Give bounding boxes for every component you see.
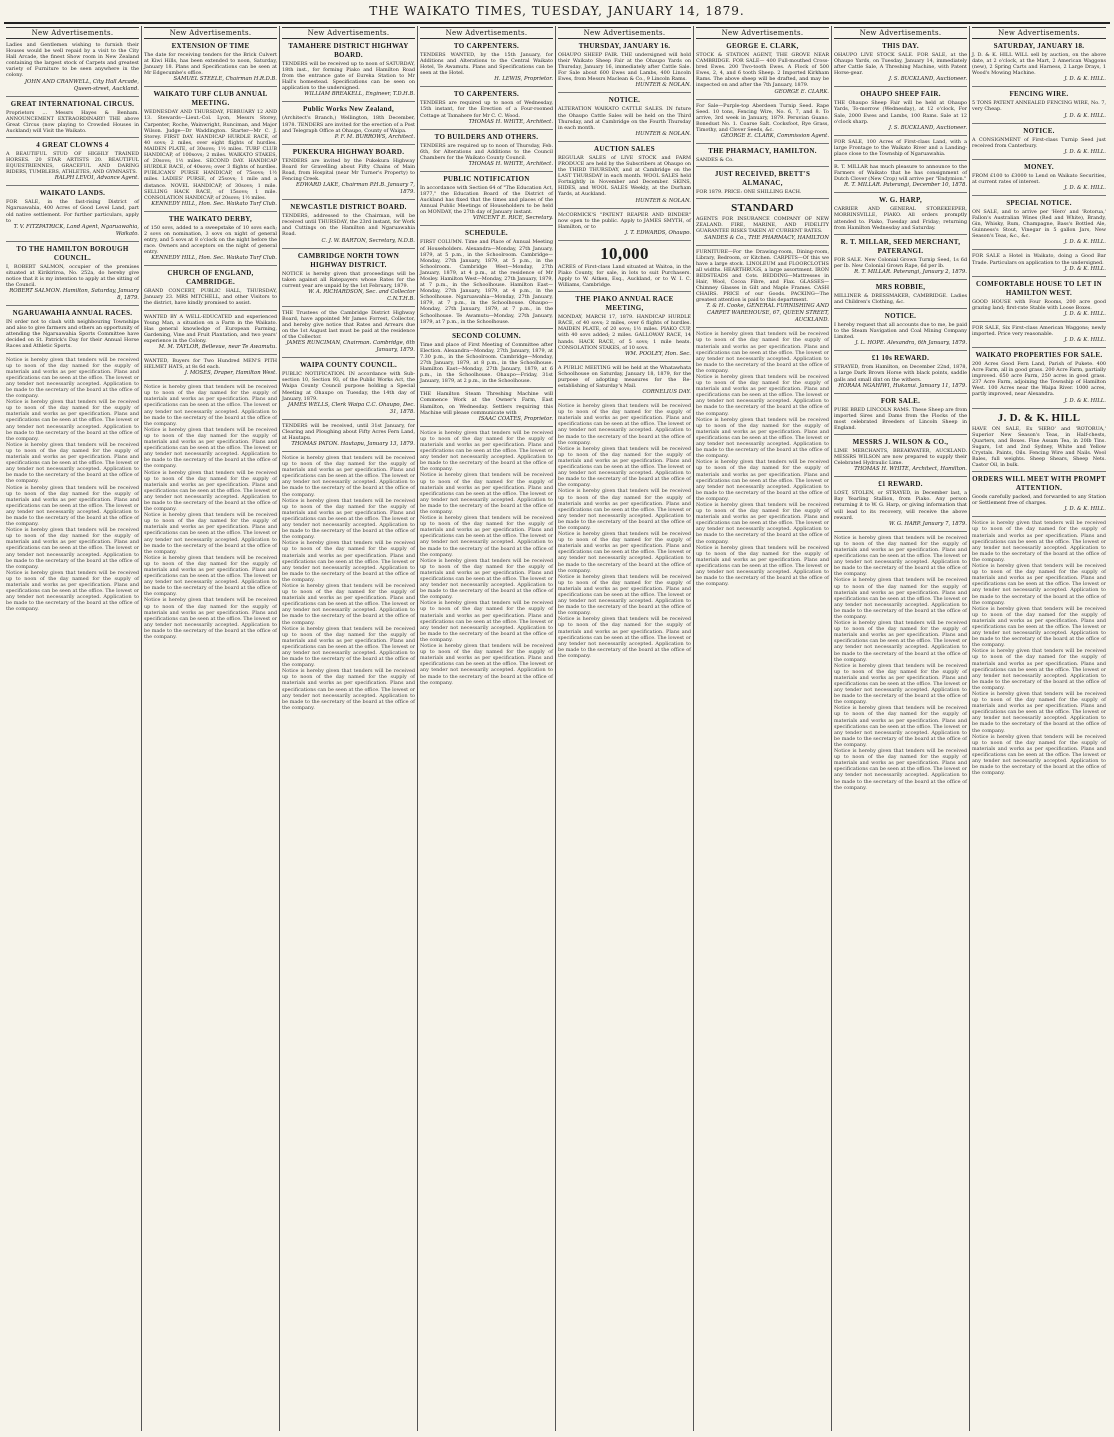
filler-text: Notice is hereby given that tenders will be received up to noon of the day named for the supply of materials and works as per specification. Plans and specifications can be seen at the office. The lowest or any tender not necessarily accepted. Application to be made to the secretary of the board at the office of the company. — [420, 557, 553, 601]
column-header: New Advertisements. — [558, 27, 691, 39]
column-header: New Advertisements. — [282, 27, 415, 39]
ad-body: TENDERS are invited by the Pukekura Highway Board for Gravelling about Fifty Chains of Main Road, from Hospital (near Mr Turner's Property) to Fencing Creek. — [282, 157, 415, 183]
ad-body: LOST, STOLEN, or STRAYED, in December last, a Bay Yearling Stallion, from Piako. Any person returning it to W. G. Harp, or giving information that will lead to its recovery, will receive the above reward. — [834, 490, 967, 521]
filler-text: Notice is hereby given that tenders will be received up to noon of the day named for the supply of materials and works as per specification. Plans and specifications can be seen at the office. The lowest or any tender not necessarily accepted. Application to be made to the secretary of the board at the office of the company. — [420, 643, 553, 686]
ad-body: TENDERS will be received, until 31st January, for Clearing and Ploughing about Fifty Acres Fern Land, at Hautapu. — [282, 422, 415, 441]
ad-body: FOR SALE, Six First-class American Waggons; newly imported. Price very reasonable. — [972, 324, 1106, 337]
advertisement — [282, 252, 415, 307]
ad-title: NOTICE. — [608, 96, 641, 105]
ad-body: TENDERS will be received up to noon of SATURDAY, 18th inst., for forming Piako and Hamilton Road from the entrance gate of Eureka Station to Mr Hall's homestead. Specifications can be seen on application to the undersigned. — [282, 61, 415, 92]
ad-signature: JAMES WELLS, Clerk Waipa C.C. Ohaupo, Dec. 31, 1878. — [287, 401, 415, 415]
advertisement — [6, 141, 139, 186]
filler-text: Notice is hereby given that tenders will be received up to noon of the day named for the supply of materials and works as per specification. Plans and specifications can be seen at the office. The lowest or any tender not necessarily accepted. Application to be made to the secretary of the board at the office of the company. — [6, 484, 139, 528]
filler-text: Notice is hereby given that tenders will be received up to noon of the day named for the supply of materials and works as per specification. Plans and specifications can be seen at the office. The lowest or any tender not necessarily accepted. Application to be made to the secretary of the board at the office of the company. — [420, 515, 553, 558]
column-3 — [280, 26, 418, 1431]
filler-text: Notice is hereby given that tenders will be received up to noon of the day named for the supply of materials and works as per specification. Plans and specifications can be seen at the office. The lowest or any tender not necessarily accepted. Application to be made to the secretary of the board at the office of the company. — [834, 662, 967, 706]
advertisement — [558, 295, 691, 362]
advertisement — [558, 145, 691, 209]
filler-text: Notice is hereby given that tenders will be received up to noon of the day named for the supply of materials and works as per specification. Plans and specifications can be seen at the office. The lowest or any tender not necessarily accepted. Application to be made to the secretary of the board at the office of the company. — [282, 455, 415, 498]
filler-text: Notice is hereby given that tenders will be received up to noon of the day named for the supply of materials and works as per specification. Plans and specifications can be seen at the office. The lowest or any tender not necessarily accepted. Application to be made to the secretary of the board at the office of the company. — [6, 527, 139, 570]
filler-text: Notice is hereby given that tenders will be received up to noon of the day named for the supply of materials and works as per specification. Plans and specifications can be seen at the office. The lowest or any tender not necessarily accepted. Application to be made to the secretary of the board at the office of the company. — [282, 582, 415, 626]
advertisement — [282, 361, 415, 419]
filler-text: Notice is hereby given that tenders will be received up to noon of the day named for the supply of materials and works as per specification. Plans and specifications can be seen at the office. The lowest or any tender not necessarily accepted. Application to be made to the secretary of the board at the office of the company. — [558, 445, 691, 489]
filler-text: Notice is hereby given that tenders will be received up to noon of the day named for the supply of materials and works as per specification. Plans and specifications can be seen at the office. The lowest or any tender not necessarily accepted. Application to be made to the secretary of the board at the office of the company. — [558, 531, 691, 574]
ad-body: GRAND CONCERT, PUBLIC HALL, THURSDAY, January 23. MRS MITCHELL, and other Visitors to the district, have kindly promised to assist. — [144, 288, 277, 307]
ad-body: WEDNESDAY AND THURSDAY, FEBRUARY 12 AND 13. Stewards—Lieut.-Col. Lyon, Messrs Storey, Carpenter, Roche, Wainwright, Runciman, and Major Wilson. Judge—Dr Waddington. Starter—Mr C. J. Storey. FIRST DAY. HANDICAP HURDLE RACE, of 40 sovs; 2 miles, over eight flights of hurdles. MAIDEN PLATE, of 30sovs; 1½ miles. TURF CLUB HANDICAP, of 100sovs; 2 miles. WAIKATO STAKES, of 20sovs; 1½ miles. SECOND DAY. HANDICAP HURDLE RACE, of 40sovs; over 3 flights of hurdles. PUBLICANS' PURSE HANDICAP, of 75sovs; 1½ miles. LADIES' PURSE, of 25sovs; 1 mile and a distance. NOVEL HANDICAP, of 30sovs; 1 mile. SELLING HACK RACE, of 15sovs; 1 mile. CONSOLATION HANDICAP, of 20sovs; 1½ miles. — [144, 109, 277, 201]
advertisement — [972, 412, 1106, 473]
filler-text: Notice is hereby given that tenders will be received up to noon of the day named for the supply of materials and works as per specification. Plans and specifications can be seen at the office. The lowest or any tender not necessarily accepted. Application to be made to the secretary of the board at the office of the company. — [696, 459, 829, 502]
ad-signature: THOMAS H. WHITE, Architect, Hamilton. — [854, 466, 967, 473]
ad-body: THE Ohaupo Sheep Fair will be held at Ohaupo Yards, To-morrow (Wednesday), at 12 o'clock, For Sale, 2000 Ewes and Lambs, 100 Rams. Sale at 12 o'clock sharp. — [834, 100, 967, 125]
ad-signature: R. T. MILLAR. Paterangi, January 2, 1879. — [854, 268, 967, 275]
ad-title: PUKEKURA HIGHWAY BOARD. — [292, 147, 405, 156]
ad-body: Ladies and Gentlemen wishing to furnish their Houses would be well repaid by a visit to the City Hall Arcade, the finest Show room in New Zealand containing the largest stock of Carpets and greatest variety of Furniture to be seen anywhere in the colony. — [6, 42, 139, 79]
ad-body: MILLINER & DRESSMAKER, CAMBRIDGE. Ladies and Children's Clothing, &c. — [834, 292, 967, 305]
ad-body: The date for receiving tenders for the Brick Culvert at Kiwi Hills, has been extended to noon, Saturday, January 18. Plans and Specifications can be seen at Mr Edgecumbe's office. — [144, 52, 277, 77]
advertisement — [972, 199, 1106, 250]
filler-text: Notice is hereby given that tenders will be received up to noon of the day named for the supply of materials and works as per specification. Plans and specifications can be seen at the office. The lowest or any tender not necessarily accepted. Application to be made to the secretary of the board at the office of the company. — [834, 534, 967, 578]
column-6 — [694, 26, 832, 1431]
advertisement — [972, 280, 1106, 322]
ad-title: STANDARD — [731, 202, 794, 215]
advertisement — [972, 163, 1106, 196]
ad-title: WAIPA COUNTY COUNCIL. — [299, 361, 398, 370]
filler-text: Notice is hereby given that tenders will be received up to noon of the day named for the supply of materials and works as per specification. Plans and specifications can be seen at the office. The lowest or any tender not necessarily accepted. Application to be made to the secretary of the board at the office of the company. — [972, 733, 1106, 777]
ad-body: FOR SALE, in the fast-rising District of Ngaruawahia, 400 Acres of Good Level Land, part old native settlement. For further particulars, apply to — [6, 199, 139, 224]
ad-body: of 150 sovs, added to a sweepstake of 10 sovs each; 2 sovs on nomination, 3 sovs on night of general entry, and 5 sovs at 8 o'clock on the night before the race. Owners and acceptors on the night of general entry. — [144, 224, 277, 256]
ad-title: TO BUILDERS AND OTHERS. — [434, 132, 539, 141]
ad-title: AUCTION SALES — [594, 144, 655, 153]
ad-title: GREAT INTERNATIONAL CIRCUS. — [10, 99, 135, 108]
ad-body: In accordance with Section 64 of "The Education Act, 1877," the Education Board of the District of Auckland has fixed that the times and places of the Annual Public Meetings of Householders to be held on MONDAY, the 27th day of January instant. — [420, 184, 553, 216]
filler-text: Notice is hereby given that tenders will be received up to noon of the day named for the supply of materials and works as per specification. Plans and specifications can be seen at the office. The lowest or any tender not necessarily accepted. Application to be made to the secretary of the board at the office of the company. — [972, 563, 1106, 606]
advertisement — [972, 90, 1106, 123]
ad-signature: C. J. W. BARTON, Secretary, N.D.B. — [321, 237, 415, 244]
advertisement — [558, 212, 691, 241]
ad-signature: M. M. TAYLOR, Bellevue, near Te Awamutu. — [158, 344, 277, 350]
filler-text: Notice is hereby given that tenders will be received up to noon of the day named for the supply of materials and works as per specification. Plans and specifications can be seen at the office. The lowest or any tender not necessarily accepted. Application to be made to the secretary of the board at the office of the company. — [696, 331, 829, 374]
advertisement — [834, 438, 967, 477]
ad-signature: H. LEWIS, Proprietor. — [494, 76, 553, 83]
advertisement — [420, 332, 553, 389]
ad-body: LIME MERCHANTS, BREAKWATER, AUCKLAND. MESSRS WILSON are now prepared to supply their Celebrated Hydraulic Lime. — [834, 448, 967, 467]
ad-title: FENCING WIRE. — [1009, 90, 1069, 99]
advertisement — [420, 391, 553, 426]
advertisement — [282, 203, 415, 248]
ad-title: W. G. HARP, — [878, 196, 923, 205]
filler-text: Notice is hereby given that tenders will be received up to noon of the day named for the supply of materials and works as per specification. Plans and specifications can be seen at the office. The lowest or any tender not necessarily accepted. Application to be made to the secretary of the board at the office of the company. — [558, 403, 691, 446]
column-1 — [4, 26, 142, 1431]
ad-body: WANTED BY A WELL-EDUCATED and experienced Young Man, a situation on a Farm in the Waikato. Has general knowledge of European Farming, Gardening, Vine and Fruit Plantation, and two years' experience in the Colony. — [144, 313, 277, 344]
column-8 — [970, 26, 1108, 1431]
ad-body: (Architect's Branch,) Wellington, 18th December, 1878. TENDERS are invited for the erection of a Post and Telegraph Office at Ohaupo, County of Waipa. — [282, 115, 415, 134]
column-header: New Advertisements. — [144, 27, 277, 39]
ad-body: IN order not to clash with neighbouring Townships and also to give farmers and others an opportunity of attending the Ngaruawahia Sports Committee have decided on St. Patrick's Day for their Annual Horse Races and Athletic Sports. — [6, 319, 139, 350]
ad-title: EXTENSION OF TIME — [171, 42, 250, 50]
column-header: New Advertisements. — [696, 27, 829, 39]
ad-body: R. T. MILLAR has much pleasure to announce to the Farmers of Waikato that he has consignment of Dutch Clover (New Crop) will arrive per "Endymion." — [834, 164, 967, 183]
ad-body: Goods carefully packed, and forwarded to any Station or Settlement free of charges. — [972, 494, 1106, 507]
ad-signature: THOMAS PATON. Hautapu, January 13, 1879. — [291, 441, 415, 447]
ad-title: R. T. MILLAR, SEED MERCHANT, PATERANGI. — [840, 237, 961, 255]
ad-signature: WM. POOLEY, Hon. Sec. — [624, 350, 691, 357]
filler-text: Notice is hereby given that tenders will be received up to noon of the day named for the supply of materials and works as per specification. Plans and specifications can be seen at the office. The lowest or any tender not necessarily accepted. Application to be made to the secretary of the board at the office of the company. — [144, 426, 277, 470]
advertisement — [6, 100, 139, 138]
advertisement — [834, 397, 967, 435]
filler-text: Notice is hereby given that tenders will be received up to noon of the day named for the supply of materials and works as per specification. Plans and specifications can be seen at the office. The lowest or any tender not necessarily accepted. Application to be made to the secretary of the board at the office of the company. — [696, 501, 829, 545]
advertisement — [834, 196, 967, 234]
ad-signature: RALPH LEVOI, Advance Agent. — [54, 175, 139, 182]
ad-body: AGENTS FOR INSURANCE COMPANY OF NEW ZEALAND. FIRE, MARINE, AND FIDELITY GUARANTEE RISKS TAKEN AT CURRENT RATES. — [696, 216, 829, 235]
filler-text: Notice is hereby given that tenders will be received up to noon of the day named for the supply of materials and works as per specification. Plans and specifications can be seen at the office. The lowest or any tender not necessarily accepted. Application to be made to the secretary of the board at the office of the company. — [144, 597, 277, 641]
ad-signature: HUNTER & NOLAN. — [635, 82, 691, 89]
filler-text: Notice is hereby given that tenders will be received up to noon of the day named for the supply of materials and works as per specification. Plans and specifications can be seen at the office. The lowest or any tender not necessarily accepted. Application to be made to the secretary of the board at the office of the company. — [144, 512, 277, 555]
ad-signature: HORAIA NGAHIWI, Hukanui. January 11, 1879. — [838, 382, 967, 389]
advertisement — [144, 90, 277, 211]
ad-body: NOTICE is hereby given that proceedings will be taken against all Ratepayers whose Rates for the current year are unpaid by the 1st February, 1879. — [282, 270, 415, 289]
filler-text: Notice is hereby given that tenders will be received up to noon of the day named for the supply of materials and works as per specification. Plans and specifications can be seen at the office. The lowest or any tender not necessarily accepted. Application to be made to the secretary of the board at the office of the company. — [282, 668, 415, 711]
ad-signature: CORNELIUS DAY. — [642, 389, 691, 396]
columns-container — [4, 26, 1110, 1431]
ad-signature: KENNEDY HILL, Hon. Sec. Waikato Turf Club. — [151, 200, 277, 207]
ad-signature: J. D. & K. HILL. — [1064, 310, 1106, 317]
ad-signature: J. D. & K. HILL. — [1064, 397, 1106, 404]
ad-title: CAMBRIDGE NORTH TOWN HIGHWAY DISTRICT. — [297, 251, 400, 269]
ad-body: FURNITURE—For the Drawing-room, Dining-room, Library, Bedroom, or Kitchen. CARPETS—Of this we have a large stock. LINOLEUM and FLOORCLOTHS all widths. HEARTHRUGS, a large assortment. IRON BEDSTEADS and Cots. BEDDING—Mattresses in Hair, Wool, Cocoa Fibre, and Flax. GLASSES—Chimney Glasses in Gilt and Maple Frames. CASH CHAIRS. PRICE of our Goods. PACKING—The greatest attention is paid to this department. — [696, 248, 829, 304]
ad-title: OHAUPO SHEEP FAIR. — [860, 90, 941, 99]
filler-text: Notice is hereby given that tenders will be received up to noon of the day named for the supply of materials and works as per specification. Plans and specifications can be seen at the office. The lowest or any tender not necessarily accepted. Application to be made to the secretary of the board at the office of the company. — [282, 625, 415, 669]
ad-body: 5 TONS PATENT ANNEALED FENCING WIRE, No. 7, very Cheap. — [972, 100, 1106, 113]
ad-body: I hereby request that all accounts due to me, be paid to the Steam Navigation and Coal Mining Company Limited. — [834, 322, 967, 341]
ad-title: 10,000 — [600, 243, 649, 263]
advertisement — [972, 475, 1106, 517]
ad-signature: J. D. & K. HILL. — [1064, 336, 1106, 343]
ad-title: MONEY. — [1024, 162, 1054, 171]
ad-signature: HUNTER & NOLAN. — [635, 197, 691, 204]
ad-title: 4 GREAT CLOWNS 4 — [36, 140, 109, 149]
ad-body: FOR 1879. PRICE: ONE SHILLING EACH. — [696, 189, 802, 196]
ad-signature: JAMES RUNCIMAN, Chairman. Cambridge, 6th January, 1879. — [286, 340, 415, 354]
advertisement — [696, 202, 829, 245]
filler-text: Notice is hereby given that tenders will be received up to noon of the day named for the supply of materials and works as per specification. Plans and specifications can be seen at the office. The lowest or any tender not necessarily accepted. Application to be made to the secretary of the board at the office of the company. — [834, 748, 967, 791]
ad-title: SATURDAY, JANUARY 18. — [993, 42, 1085, 50]
filler-text: Notice is hereby given that tenders will be received up to noon of the day named for the supply of materials and works as per specification. Plans and specifications can be seen at the office. The lowest or any tender not necessarily accepted. Application to be made to the secretary of the board at the office of the company. — [696, 374, 829, 417]
advertisement — [972, 42, 1106, 87]
ad-body: TENDERS, addressed to the Chairman, will be received until THURSDAY, the 23rd instant, for Work and Cuttings on the Hamilton and Ngaruawahia Road. — [282, 213, 415, 238]
advertisement — [282, 105, 415, 144]
ad-signature: J. D. & K. HILL. — [1064, 112, 1106, 119]
advertisement — [696, 147, 829, 167]
ad-signature: J. S. BUCKLAND, Auctioneer. — [888, 76, 967, 83]
advertisement — [558, 96, 691, 141]
ad-signature: THOMAS H. WHITE, Architect. — [468, 160, 553, 167]
ad-title: THE PHARMACY, HAMILTON. — [708, 147, 817, 156]
column-7 — [832, 26, 970, 1431]
ad-title: NOTICE. — [884, 312, 917, 321]
advertisement — [696, 249, 829, 329]
advertisement — [282, 423, 415, 452]
ad-body: FROM £100 to £3000 to Lend on Waikato Securities, at current rates of interest. — [972, 172, 1106, 185]
filler-text: Notice is hereby given that tenders will be received up to noon of the day named for the supply of materials and works as per specification. Plans and specifications can be seen at the office. The lowest or any tender not necessarily accepted. Application to be made to the secretary of the board at the office of the company. — [696, 544, 829, 588]
ad-title: NOTICE. — [1023, 126, 1055, 135]
filler-text: Notice is hereby given that tenders will be received up to noon of the day named for the supply of materials and works as per specification. Plans and specifications can be seen at the office. The lowest or any tender not necessarily accepted. Application to be made to the secretary of the board at the office of the company. — [144, 469, 277, 513]
ad-title: NGARUAWAHIA ANNUAL RACES. — [12, 309, 133, 318]
ad-title: £1 10s REWARD. — [871, 354, 930, 363]
ad-signature: VINCENT E. RICE, Secretary. — [472, 215, 553, 222]
advertisement — [144, 269, 277, 310]
ad-signature: JOHN AND CRANWELL, City Hall Arcade, Queen-street, Auckland. — [24, 78, 139, 92]
advertisement — [972, 253, 1106, 276]
ad-body: HAVE ON SALE, Ex 'HERO' and 'ROTORUA,' Superior New Season's Teas, in Half-chests, Quarters, and Boxes. Fine Assam Tea, in 20lb Tins. Sugars, 1st and 2nd Sydney, White and Yellow Crystals. Paints, Oils. Fencing Wire and Nails. Wool Bales, full weights. Sheep Shears, Sheep Nets. Castor Oil, in bulk. — [972, 425, 1106, 469]
ad-signature: J. D. & K. HILL. — [1064, 239, 1106, 246]
filler-text: Notice is hereby given that tenders will be received up to noon of the day named for the supply of materials and works as per specification. Plans and specifications can be seen at the office. The lowest or any tender not necessarily accepted. Application to be made to the secretary of the board at the office of the company. — [972, 648, 1106, 691]
ad-title: THURSDAY, JANUARY 16. — [578, 42, 671, 50]
ad-body: THE Trustees of the Cambridge District Highway Board, have appointed Mr James Forrest, Collector, and hereby give notice that Rates and Arrears due on the 1st August last must be paid at the residence of the Collector. — [282, 309, 415, 341]
ad-title: MRS ROBBIE, — [875, 282, 926, 291]
advertisement — [282, 42, 415, 102]
ad-title: THE WAIKATO DERBY, — [168, 214, 253, 223]
column-header: New Advertisements. — [6, 27, 139, 39]
filler-text: Notice is hereby given that tenders will be received up to noon of the day named for the supply of materials and works as per specification. Plans and specifications can be seen at the office. The lowest or any tender not necessarily accepted. Application to be made to the secretary of the board at the office of the company. — [972, 691, 1106, 734]
ad-body: THE Hamilton Steam Threshing Machine will Commence Work at the Owner's Farm, East Hamilton, on Wednesday. Settlers requiring this Machine will please communicate with — [420, 391, 553, 416]
advertisement — [420, 229, 553, 328]
ad-body: CARRIER AND GENERAL STOREKEEPER, MORRINSVILLE, PIAKO. All orders promptly attended to. Piako, Tuesday and Friday; returning from Hamilton Wednesday and Saturday. — [834, 206, 967, 231]
ad-title: ORDERS WILL MEET WITH PROMPT ATTENTION. — [972, 475, 1106, 493]
advertisement — [972, 127, 1106, 160]
column-4 — [418, 26, 556, 1431]
advertisement — [696, 170, 829, 199]
filler-text: Notice is hereby given that tenders will be received up to noon of the day named for the supply of materials and works as per specification. Plans and specifications can be seen at the office. The lowest or any tender not necessarily accepted. Application to be made to the secretary of the board at the office of the company. — [558, 573, 691, 617]
filler-text: Notice is hereby given that tenders will be received up to noon of the day named for the supply of materials and works as per specification. Plans and specifications can be seen at the office. The lowest or any tender not necessarily accepted. Application to be made to the secretary of the board at the office of the company. — [420, 429, 553, 473]
ad-signature: EDWARD LAKE, Chairman P.H.B. January 7, 1879. — [296, 182, 415, 196]
ad-body: FOR SALE a Hotel in Waikato, doing a Good Bar Trade. Particulars on application to the undersigned. — [972, 253, 1106, 266]
column-header: New Advertisements. — [972, 27, 1106, 39]
filler-text: Notice is hereby given that tenders will be received up to noon of the day named for the supply of materials and works as per specification. Plans and specifications can be seen at the office. The lowest or any tender not necessarily accepted. Application to be made to the secretary of the board at the office of the company. — [144, 554, 277, 598]
ad-body: ACRES of First-class Land situated at Waitoa, in the Piako County, for sale, in lots to suit Purchasers. Apply to W. Aitken, Esq., Auckland, or to W. I. C. Williams, Cambridge. — [558, 263, 691, 289]
advertisement — [696, 42, 829, 100]
ad-body: A BEAUTIFUL STUD OF HIGHLY TRAINED HORSES. 20 STAR ARTISTS 20. BEAUTIFUL EQUESTRIENNES, GRACEFUL AND DARING RIDERS, TUMBLERS, ATHLETES, AND GYMNASTS. — [6, 150, 139, 176]
advertisement — [282, 310, 415, 358]
advertisement — [834, 283, 967, 309]
column-header: New Advertisements. — [420, 27, 553, 39]
filler-text: Notice is hereby given that tenders will be received up to noon of the day named for the supply of materials and works as per specification. Plans and specifications can be seen at the office. The lowest or any tender not necessarily accepted. Application to be made to the secretary of the board at the office of the company. — [420, 600, 553, 643]
ad-title: GEORGE E. CLARK, — [726, 42, 799, 50]
ad-title: THE PIAKO ANNUAL RACE MEETING, — [575, 295, 674, 313]
filler-text: Notice is hereby given that tenders will be received up to noon of the day named for the supply of materials and works as per specification. Plans and specifications can be seen at the office. The lowest or any tender not necessarily accepted. Application to be made to the secretary of the board at the office of the company. — [972, 520, 1106, 563]
advertisement — [6, 309, 139, 353]
column-2 — [142, 26, 280, 1431]
ad-body: McCORMICK'S "PATENT REAPER AND BINDER" now open to the public. Apply to JAMES SMYTH, of Hamilton, or to — [558, 211, 691, 230]
ad-signature: J. L. HOPE. Alexandra, 6th January, 1879. — [855, 340, 967, 347]
ad-body: REGULAR SALES of LIVE STOCK and FARM PRODUCE are held by the Subscribers at Ohaupo on the THIRD THURSDAY, and at Cambridge on the LAST THURSDAY in each month. WOOL SALES held Fortnightly in November and December. SKINS, HIDES, and WOOL SALES Weekly, at the Durham Yards, at Auckland. — [558, 154, 691, 198]
ad-body: FIRST COLUMN. Time and Place of Annual Meeting of Householders. Alexandra—Monday, 27th January, 1879, at 5 p.m., in the Schoolroom. Cambridge—Monday, 27th January, 1879, at 5 p.m., in the Schoolroom. Cambridge West—Monday, 27th January, 1879, at 4 p.m., at the residence of Mr Mosley. Hamilton West—Monday, 27th January, 1879, at 7 p.m., in the Schoolhouse. Hamilton East—Monday, 27th January, 1879, at 4 p.m., in the Schoolhouse. Ngaruawahia—Monday, 27th January, 1879, at 7 p.m., in the Schoolhouse. Ohaupo—Monday, 27th January, 1879, at 7 p.m., in the Schoolhouse. Te Awamutu—Monday, 27th January, 1879, at 7 p.m., in the Schoolhouse. — [420, 239, 553, 325]
masthead-rule — [4, 22, 1110, 24]
advertisement — [144, 314, 277, 355]
ad-body: OHAUPO SHEEP FAIR. THE undersigned will hold their Waikato Sheep Fair at the Ohaupo Yards on Thursday, January 16, immediately after Cattle Sale. For Sale about 600 Ewes and Lambs, 400 Lincoln Ewes, from Messrs Maclean & Co., 9 Lincoln Rams. — [558, 52, 691, 83]
advertisement — [6, 189, 139, 241]
ad-signature: WILLIAM BREAKELL, Engineer, T.D.H.B. — [304, 91, 415, 98]
advertisement — [558, 244, 691, 292]
advertisement — [558, 365, 691, 400]
filler-text: Notice is hereby given that tenders will be received up to noon of the day named for the supply of materials and works as per specification. Plans and specifications can be seen at the office. The lowest or any tender not necessarily accepted. Application to be made to the secretary of the board at the office of the company. — [144, 384, 277, 427]
ad-signature: T. V. FITZPATRICK, Land Agent, Ngaruawahia, Waikato. — [13, 223, 139, 237]
ad-title: WAIKATO LANDS. — [39, 189, 106, 198]
advertisement — [420, 133, 553, 172]
filler-text: Notice is hereby given that tenders will be received up to noon of the day named for the supply of materials and works as per specification. Plans and specifications can be seen at the office. The lowest or any tender not necessarily accepted. Application to be made to the secretary of the board at the office of the company. — [558, 488, 691, 531]
ad-body: TENDERS are required up to noon of Thursday, Feb. 6th, for Alterations and Additions to the Council Chambers for the Waikato County Council. — [420, 142, 553, 161]
ad-body: STOCK & STATION AGENT, THE GROVE NEAR CAMBRIDGE. FOR SALE— 400 Full-mouthed Cross-bred Ewes. 200 Two-tooth Ewes. A Flock of 500 Ewes, 2, 4, and 6 tooth Sheep. 2 Imported Kirkham Rams. The above sheep will be drafted, and may be inspected on and after the 7th January, 1879. — [696, 52, 829, 89]
ad-title: COMFORTABLE HOUSE TO LET IN HAMILTON WEST. — [976, 279, 1102, 297]
advertisement — [834, 90, 967, 135]
ad-title: FOR SALE. — [880, 396, 921, 405]
ad-body: ON SALE, and to arrive per 'Hero' and 'Rotorua,' Fallon's Australian Wines (Red and White), Brandy, Gin, Whisky, Rum, Champagne, Bass's Bottled Ale, Guinness's Stout, Vinegar in 5 gallon Jars, New Season's Teas, &c., &c. — [972, 208, 1106, 240]
ad-signature: J. T. EDWARDS, Ohaupo. — [625, 229, 691, 236]
advertisement — [6, 42, 139, 97]
filler-text: Notice is hereby given that tenders will be received up to noon of the day named for the supply of materials and works as per specification. Plans and specifications can be seen at the office. The lowest or any tender not necessarily accepted. Application to be made to the secretary of the board at the office of the company. — [558, 616, 691, 659]
ad-body: Time and place of First Meeting of Committee after Election. Alexandra—Monday, 27th January, 1879, at 7.30 p.m., in the Schoolroom. Cambridge—Monday, 27th January, 1879, at 8 p.m., in the Schoolhouse. Hamilton East—Monday, 27th January, 1879, at 6 p.m., in the Schoolhouse. Ohaupo—Friday, 31st January, 1879, at 2 p.m., in the Schoolhouse. — [420, 341, 553, 385]
ad-body: PUBLIC NOTIFICATION. IN accordance with Sub-section 10, Section 93, of the Public Works Act, the Waipa County Council purpose holding a Special Meeting at Ohaupo on Tuesday, the 14th day of January, 1879. — [282, 371, 415, 402]
advertisement — [420, 42, 553, 87]
ad-body: A PUBLIC MEETING will be held at the Whatawhata Schoolhouse on Saturday, January 18, 1879, for the purpose of adopting measures for the Re-establishing of Saturday's Mail. — [558, 364, 691, 389]
ad-body: 200 Acres Good Fern Land, Parish of Pukete. 400 Acre Farm, all in good grass. 200 Acre Farm, partially improved. 650 acre Farm, 250 acres in good grass. 237 Acre Farm, adjoining the Township of Hamilton West. 100 Acres near the Waipa River. 1000 acres, partly improved, near Alexandra. — [972, 360, 1106, 398]
filler-text: Notice is hereby given that tenders will be received up to noon of the day named for the supply of materials and works as per specification. Plans and specifications can be seen at the office. The lowest or any tender not necessarily accepted. Application to be made to the secretary of the board at the office of the company. — [6, 441, 139, 485]
ad-body: J. D. & K. HILL WILL sell by auction, on the above date, at 2 o'clock, at the Mart, 2 American Waggons (new), 2 Spring Carts and Harness, 2 Large Drays, 1 Wood's Mowing Machine. — [972, 52, 1106, 77]
ad-signature: ROBERT SALMON. Hamilton, Saturday, January 8, 1879. — [9, 288, 139, 302]
ad-signature: J. D. & K. HILL. — [1064, 265, 1106, 272]
advertisement — [144, 215, 277, 266]
column-5 — [556, 26, 694, 1431]
ad-signature: ISAAC COATES, Proprietor. — [478, 415, 553, 422]
advertisement — [696, 103, 829, 144]
ad-signature: SANDES & Co., THE PHARMACY, HAMILTON — [704, 234, 829, 241]
ad-title: SCHEDULE. — [465, 229, 508, 238]
advertisement — [420, 90, 553, 129]
ad-body: Proprietors ... Messrs Hayes & Benham. ANNOUNCEMENT EXTRAORDINARY! THE above Great Circus (now playing to Crowded Houses in Auckland) will Visit the Waikato. — [6, 109, 139, 134]
advertisement — [6, 245, 139, 306]
masthead: THE WAIKATO TIMES, TUESDAY, JANUARY 14, 1879. — [369, 4, 745, 18]
filler-text: Notice is hereby given that tenders will be received up to noon of the day named for the supply of materials and works as per specification. Plans and specifications can be seen at the office. The lowest or any tender not necessarily accepted. Application to be made to the secretary of the board at the office of the company. — [834, 577, 967, 620]
filler-text: Notice is hereby given that tenders will be received up to noon of the day named for the supply of materials and works as per specification. Plans and specifications can be seen at the office. The lowest or any tender not necessarily accepted. Application to be made to the secretary of the board at the office of the company. — [6, 569, 139, 613]
advertisement — [834, 139, 967, 161]
ad-title: THIS DAY. — [882, 42, 919, 50]
ad-signature: T. & H. Cooke, GENERAL FURNISHING AND CARPET WAREHOUSE, 67, QUEEN STREET, AUCKLAND. — [706, 303, 829, 324]
advertisement — [834, 480, 967, 531]
ad-signature: J. S. BUCKLAND, Auctioneer. — [888, 124, 967, 131]
advertisement — [972, 351, 1106, 409]
filler-text: Notice is hereby given that tenders will be received up to noon of the day named for the supply of materials and works as per specification. Plans and specifications can be seen at the office. The lowest or any tender not necessarily accepted. Application to be made to the secretary of the board at the office of the company. — [834, 705, 967, 748]
ad-title: SPECIAL NOTICE. — [1006, 198, 1072, 207]
advertisement — [834, 238, 967, 280]
advertisement — [972, 325, 1106, 348]
filler-text: Notice is hereby given that tenders will be received up to noon of the day named for the supply of materials and works as per specification. Plans and specifications can be seen at the office. The lowest or any tender not necessarily accepted. Application to be made to the secretary of the board at the office of the company. — [420, 472, 553, 515]
ad-signature: J. D. & K. HILL. — [1064, 184, 1106, 191]
ad-body: STRAYED, from Hamilton, on December 22nd, 1878, a large Dark Brown Horse with black points, saddle galls and small dint on the withers. — [834, 364, 967, 383]
ad-signature: J. D. & K. HILL. — [1064, 148, 1106, 155]
ad-title: TAMAHERE DISTRICT HIGHWAY BOARD. — [288, 42, 409, 59]
ad-body: TENDERS WANTED, by the 15th January, for Additions and Alterations to the Central Waikato Hotel, Te Awamutu. Plans and Specifications can be seen at the Hotel. — [420, 52, 553, 77]
ad-body: GOOD HOUSE with Four Rooms, 200 acre good grazing land; first-rate Stable with Loose Boxes. — [972, 298, 1106, 311]
ad-title: Public Works New Zealand, — [303, 105, 394, 114]
ad-signature: GEORGE E. CLARK, Commission Agent. — [720, 133, 829, 140]
ad-title: TO THE HAMILTON BOROUGH COUNCIL. — [16, 244, 129, 262]
ad-signature: SAMUEL STEELE, Chairman H.R.D.B. — [173, 76, 277, 83]
ad-body: A CONSIGNMENT of First-class Turnip Seed just received from Canterbury. — [972, 136, 1106, 149]
advertisement — [834, 312, 967, 351]
ad-body: I, ROBERT SALMON, occupier of the premises situated at Kirikiriroa, No. 252a, do hereby give notice that it is my intention to apply at the sitting of the Council. — [6, 263, 139, 288]
ad-signature: J. MOSES, Draper, Hamilton West. — [184, 370, 277, 377]
ad-signature: P. F. M. BURROWS, Architect. — [334, 133, 415, 140]
ad-body: TENDERS are required up to noon of Wednesday, 15th instant, for the Erection of a Four-roomed Cottage at Tamahere for Mr C. C. Wood. — [420, 100, 553, 119]
ad-title: WAIKATO TURF CLUB ANNUAL MEETING. — [153, 90, 268, 108]
ad-title: PUBLIC NOTIFICATION — [443, 174, 530, 183]
filler-text: Notice is hereby given that tenders will be received up to noon of the day named for the supply of materials and works as per specification. Plans and specifications can be seen at the office. The lowest or any tender not necessarily accepted. Application to be made to the secretary of the board at the office of the company. — [6, 399, 139, 442]
advertisement — [144, 42, 277, 87]
ad-signature: THOMAS H. WHITE, Architect. — [468, 118, 553, 125]
ad-body: For Sale—Purple-top Aberdeen Turnip Seed. Rape Seed. 10 tons, Fencing Wire, No. 6, 7, and 8. To arrive, 3rd week in January, 1879. Peruvian Guano. Bonedust No. 1. Coarse Salt. Cocksfoot, Rye Grass, Timothy, and Clover Seeds, &c. — [696, 102, 829, 133]
ad-title: TO CARPENTERS. — [453, 42, 520, 50]
ad-signature: KENNEDY HILL, Hon. Sec. Waikato Turf Club. — [151, 255, 277, 262]
filler-text: Notice is hereby given that tenders will be received up to noon of the day named for the supply of materials and works as per specification. Plans and specifications can be seen at the office. The lowest or any tender not necessarily accepted. Application to be made to the secretary of the board at the office of the company. — [834, 620, 967, 663]
ad-body: FOR SALE, 100 Acres of First-class Land, with a large Frontage to the Waikato River and a Landing-place close to the Township of Ngaruawahia. — [834, 138, 967, 157]
ad-title: NEWCASTLE DISTRICT BOARD. — [290, 203, 407, 212]
ad-title: J. D. & K. HILL — [997, 411, 1081, 424]
ad-signature: GEORGE E. CLARK. — [774, 88, 829, 95]
ad-signature: R. T. MILLAR. Paterangi, December 10, 1878. — [843, 182, 967, 189]
ad-signature: J. D. & K. HILL. — [1064, 506, 1106, 513]
advertisement — [834, 164, 967, 193]
ad-title: £1 REWARD. — [878, 480, 923, 489]
advertisement — [420, 175, 553, 226]
advertisement — [558, 42, 691, 93]
ad-body: WANTED, Buyers for Two Hundred MEN'S PITH HELMET HATS, at 8s 6d each. — [144, 358, 277, 371]
ad-signature: J. D. & K. HILL. — [1064, 76, 1106, 83]
ad-title: JUST RECEIVED, BRETT'S ALMANAC, — [714, 170, 811, 188]
ad-signature: W. G. HARP. January 7, 1879. — [889, 520, 967, 527]
ad-body: FOR SALE. New Colonial Grown Turnip Seed, 1s 6d per lb. New Colonial Grown Rape, 6d per lb. — [834, 256, 967, 269]
ad-body: PURE BRED LINCOLN RAMS. These Sheep are from imported Sires and Dams from the Flocks of the most celebrated Breeders of Lincoln Sheep in England. — [834, 406, 967, 431]
filler-text: Notice is hereby given that tenders will be received up to noon of the day named for the supply of materials and works as per specification. Plans and specifications can be seen at the office. The lowest or any tender not necessarily accepted. Application to be made to the secretary of the board at the office of the company. — [282, 497, 415, 541]
ad-title: WAIKATO PROPERTIES FOR SALE. — [975, 350, 1103, 359]
ad-title: CHURCH OF ENGLAND, CAMBRIDGE. — [167, 269, 254, 287]
ad-title: TO CARPENTERS. — [453, 90, 520, 99]
advertisement — [282, 148, 415, 200]
ad-title: MESSRS J. WILSON & CO., — [852, 438, 949, 446]
ad-body: ALTERATION WAIKATO CATTLE SALES. IN future the Ohaupo Cattle Sales will be held on the Third Thursday, and at Cambridge on the Fourth Thursday in each month. — [558, 106, 691, 131]
ad-body: OHAUPO LIVE STOCK SALE. FOR SALE, at the Ohaupo Yards, on Tuesday, January 14, immediately after Cattle Sale, A Threshing Machine, with Patent Horse-gear. — [834, 52, 967, 77]
ad-body: SANDES & Co. — [696, 157, 734, 164]
ad-title: SECOND COLUMN. — [452, 331, 521, 340]
advertisement — [834, 354, 967, 393]
column-header: New Advertisements. — [834, 27, 967, 39]
ad-body: MONDAY, MARCH 17, 1879. HANDICAP HURDLE RACE, of 40 sovs; 2 miles, over 6 flights of hurdles. MAIDEN PLATE, of 20 sovs; 1½ miles. PIAKO CUP, with 40 sovs added; 2 miles. GALLOWAY RACE, 14 hands. HACK RACE, of 5 sovs; 1 mile heats. CONSOLATION STAKES, of 10 sovs. — [558, 314, 691, 351]
filler-text: Notice is hereby given that tenders will be received up to noon of the day named for the supply of materials and works as per specification. Plans and specifications can be seen at the office. The lowest or any tender not necessarily accepted. Application to be made to the secretary of the board at the office of the company. — [282, 540, 415, 583]
advertisement — [834, 42, 967, 87]
filler-text: Notice is hereby given that tenders will be received up to noon of the day named for the supply of materials and works as per specification. Plans and specifications can be seen at the office. The lowest or any tender not necessarily accepted. Application to be made to the secretary of the board at the office of the company. — [6, 356, 139, 400]
advertisement — [144, 358, 277, 381]
filler-text: Notice is hereby given that tenders will be received up to noon of the day named for the supply of materials and works as per specification. Plans and specifications can be seen at the office. The lowest or any tender not necessarily accepted. Application to be made to the secretary of the board at the office of the company. — [696, 416, 829, 460]
ad-signature: HUNTER & NOLAN. — [635, 130, 691, 137]
filler-text: Notice is hereby given that tenders will be received up to noon of the day named for the supply of materials and works as per specification. Plans and specifications can be seen at the office. The lowest or any tender not necessarily accepted. Application to be made to the secretary of the board at the office of the company. — [972, 605, 1106, 649]
ad-signature: W. A. RICHARDSON, Sec. and Collector C.N.T.H.B. — [308, 288, 415, 302]
